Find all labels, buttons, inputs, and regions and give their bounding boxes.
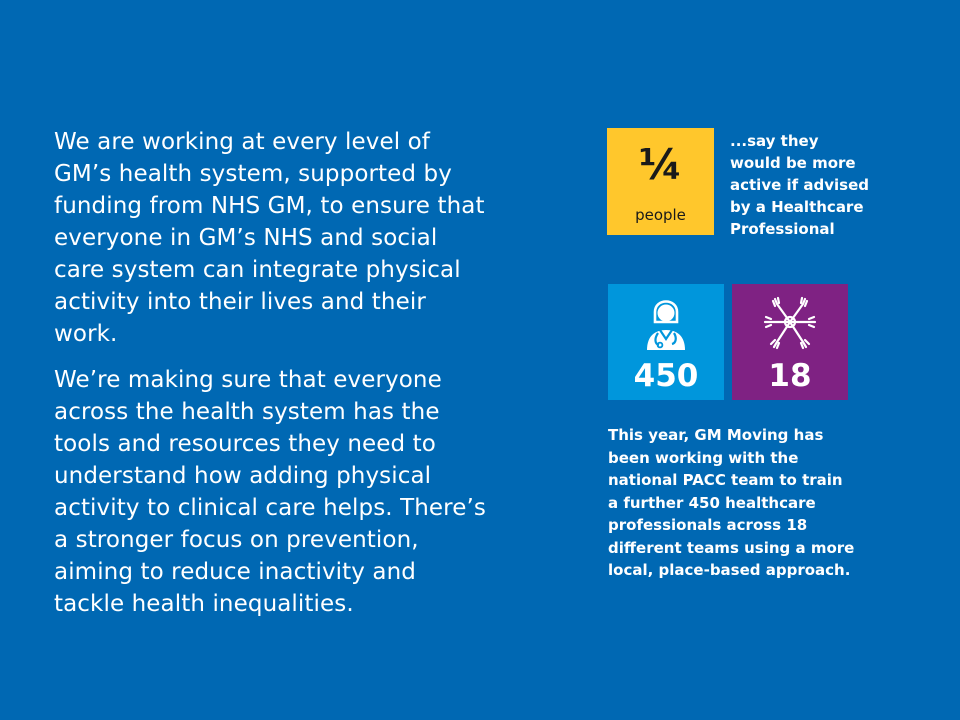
teams-count: 18 bbox=[768, 358, 812, 394]
training-note: This year, GM Moving has been working with the national PACC team to train a further 450 healthcare professionals across 18 different teams using a more local, place-based approach. bbox=[608, 426, 855, 579]
fraction-caption: ...say they would be more active if advised by a Healthcare Professional bbox=[730, 132, 870, 238]
main-text-column bbox=[54, 126, 574, 620]
fraction-unit-label: people bbox=[635, 206, 686, 224]
professionals-count: 450 bbox=[633, 358, 699, 394]
fraction-value: ¼ bbox=[638, 140, 683, 189]
healthcare-professional-icon bbox=[641, 292, 691, 352]
teams-stat-tile bbox=[732, 284, 848, 400]
professionals-stat-tile bbox=[608, 284, 724, 400]
main-paragraph-1: We are working at every level of GM’s health system, supported by funding from NHS GM, to ensure that everyone in GM’s NHS and social care system can integrate physical activity into their lives and their work. bbox=[54, 129, 485, 347]
hands-together-icon bbox=[755, 292, 825, 352]
fraction-stat-tile bbox=[607, 128, 714, 235]
main-paragraph-2: We’re making sure that everyone across the health system has the tools and resources they need to understand how adding physical activity to clinical care helps. There’s a stronger focus on prevention, aiming to reduce inactivity and tackle health inequalities. bbox=[54, 367, 486, 617]
